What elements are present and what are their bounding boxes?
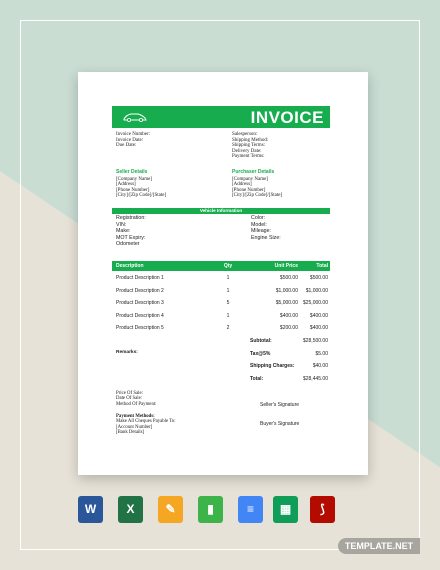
summary-value: $40.00 [312, 363, 328, 369]
vehicle-info-right [251, 215, 281, 241]
sale-details [116, 391, 157, 407]
vehicle-field: Make: [116, 228, 131, 235]
field-shipping-terms: Shipping Terms: [232, 143, 266, 149]
pages-icon[interactable]: ✎ [158, 496, 183, 523]
sale-line: Date Of Sale: [116, 396, 143, 402]
table-row [112, 285, 330, 297]
field-salesperson: Salesperson: [232, 132, 258, 137]
field-shipping-method: Shipping Method: [232, 137, 269, 143]
cell-qty: 2 [226, 325, 230, 331]
seller-line: [Phone Number] [116, 187, 150, 193]
summary-value: $5.00 [315, 350, 328, 357]
invoice-meta-left [116, 132, 150, 149]
purchaser-heading: Purchaser Details [232, 169, 275, 175]
field-invoice-date: Invoice Date: [116, 137, 144, 143]
field-due-date: Due Date: [116, 143, 137, 149]
header-total: Total [316, 263, 328, 269]
cell-description: Product Description 5 [116, 325, 164, 331]
payment-line: Make All Cheques Payable To: [116, 419, 176, 425]
cell-unit-price: $200.00 [279, 325, 298, 331]
remarks-label: Remarks: [116, 350, 138, 355]
pdf-icon[interactable]: ⟆ [310, 496, 335, 523]
cell-qty: 1 [226, 287, 230, 294]
app-format-icons [0, 496, 440, 526]
sale-line: Method Of Payment: [116, 401, 157, 407]
field-invoice-number: Invoice Number: [116, 132, 151, 137]
payment-methods [116, 414, 176, 436]
purchaser-line: [Address] [232, 182, 252, 188]
invoice-meta-right [232, 132, 268, 160]
payment-line: [Account Number] [116, 424, 153, 430]
payment-heading: Payment Methods: [116, 414, 155, 419]
field-payment-terms: Payment Terms: [232, 154, 265, 160]
summary-value: $28,500.00 [302, 338, 328, 344]
summary-value: $28,445.00 [302, 375, 328, 382]
summary-label: Shipping Charges: [250, 363, 295, 369]
table-row [112, 322, 330, 334]
cell-total: $400.00 [309, 312, 328, 319]
vehicle-field: VIN: [116, 221, 127, 228]
summary-shipping [112, 360, 330, 372]
cell-total: $25,000.00 [302, 300, 328, 306]
table-row [112, 297, 330, 309]
header-description: Description [116, 263, 144, 269]
seller-details [116, 170, 166, 199]
vehicle-field: Registration: [116, 215, 146, 221]
seller-heading: Seller Details [116, 169, 148, 175]
vehicle-info-heading: Vehicle Information [112, 208, 330, 214]
excel-icon[interactable]: X [118, 496, 143, 523]
cell-description: Product Description 3 [116, 300, 164, 306]
header-qty: Qty [223, 263, 233, 269]
invoice-title: INVOICE [250, 108, 324, 127]
brand-badge[interactable]: TEMPLATE.NET [338, 538, 420, 554]
summary-total [112, 373, 330, 385]
summary-tax [112, 348, 330, 360]
cell-unit-price: $5,000.00 [275, 300, 298, 306]
cell-total: $500.00 [309, 275, 328, 281]
invoice-document [78, 72, 368, 475]
cell-description: Product Description 1 [116, 275, 164, 281]
seller-line: [Company Name] [116, 176, 152, 182]
vehicle-field: Engine Size: [251, 234, 281, 241]
buyer-signature: Buyer's Signature [260, 421, 300, 427]
word-icon[interactable]: W [78, 496, 103, 523]
table-row [112, 272, 330, 284]
sale-line: Price Of Sale: [116, 391, 143, 396]
car-icon [122, 111, 148, 123]
cell-total: $400.00 [309, 325, 328, 331]
purchaser-details [232, 170, 282, 199]
cell-qty: 1 [226, 275, 230, 281]
cell-qty: 5 [226, 300, 230, 306]
seller-line: [Address] [116, 182, 136, 188]
payment-line: [Bank Details] [116, 430, 145, 436]
google-docs-icon[interactable]: ≡ [238, 496, 263, 523]
vehicle-field: Color: [251, 215, 266, 221]
cell-description: Product Description 4 [116, 312, 164, 319]
purchaser-line: [Company Name] [232, 176, 268, 182]
cell-qty: 1 [226, 312, 230, 319]
cell-total: $1,000.00 [305, 287, 328, 294]
purchaser-line: [City]/[Zip Code]/[State] [232, 193, 283, 199]
seller-signature: Seller's Signature [260, 402, 300, 408]
field-delivery-date: Delivery Date: [232, 148, 262, 154]
invoice-header-bar [112, 106, 330, 128]
purchaser-line: [Phone Number] [232, 187, 266, 193]
cell-unit-price: $500.00 [279, 275, 298, 281]
summary-label: Tax@5% [250, 350, 271, 357]
summary-label: Subtotal: [250, 338, 272, 344]
header-unit-price: Unit Price [274, 263, 298, 269]
vehicle-info-left [116, 215, 146, 248]
summary-subtotal [112, 335, 330, 347]
vehicle-field: Odometer [116, 241, 140, 248]
numbers-icon[interactable]: ▮ [198, 496, 223, 523]
cell-description: Product Description 2 [116, 287, 164, 294]
cell-unit-price: $400.00 [279, 312, 298, 319]
vehicle-field: Mileage: [251, 228, 272, 235]
table-header [112, 261, 330, 271]
vehicle-field: Model: [251, 221, 267, 228]
seller-line: [City]/[Zip Code]/[State] [116, 193, 167, 199]
cell-unit-price: $1,000.00 [275, 287, 298, 294]
summary-label: Total: [250, 375, 264, 382]
google-sheets-icon[interactable]: ▦ [273, 496, 298, 523]
vehicle-field: MOT Expiry: [116, 234, 146, 241]
table-row [112, 310, 330, 322]
